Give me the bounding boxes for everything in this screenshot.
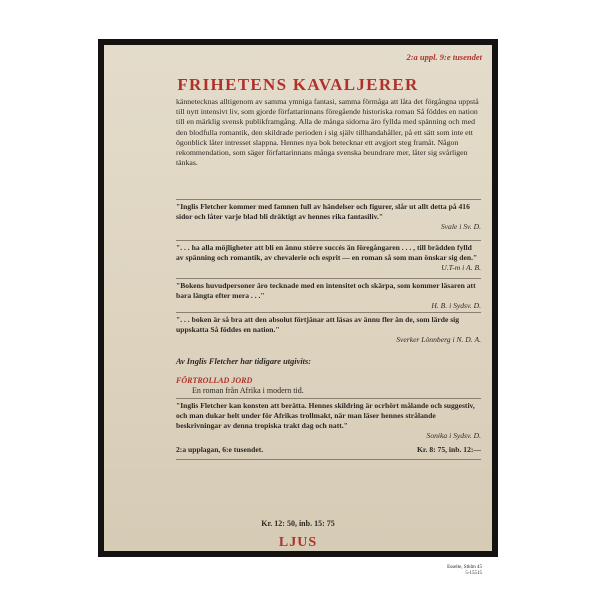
divider <box>176 199 481 200</box>
review-4 <box>176 315 481 345</box>
other-works-heading: Av Inglis Fletcher har tidigare utgivits: <box>176 357 312 366</box>
divider <box>176 278 481 279</box>
other-book-price: Kr. 8: 75, inb. 12:— <box>416 445 481 454</box>
other-book-edition: 2:a upplagan, 6:e tusendet. <box>176 445 264 454</box>
book-title: FRIHETENS KAVALJERER <box>177 75 419 94</box>
divider <box>176 240 481 241</box>
review-2 <box>176 243 481 273</box>
printer-line-1: Esselte, Sthlm 45 <box>447 565 482 570</box>
review-1-source: Svale i Sv. D. <box>440 222 481 231</box>
divider <box>176 459 481 460</box>
edition-note: 2:a uppl. 9:e tusendet <box>406 52 482 62</box>
book-price: Kr. 12: 50, inb. 15: 75 <box>261 519 335 528</box>
review-2-source: U.T-m i A. B. <box>441 263 481 272</box>
printer-imprint <box>447 565 482 577</box>
divider <box>176 398 481 399</box>
review-3 <box>176 281 481 311</box>
other-book-review <box>176 401 481 441</box>
other-book-review-source: Sonika i Sydsv. D. <box>426 431 481 440</box>
review-2-text: ". . . ha alla möjligheter att bli en ännu större succés än föregångaren . . . , till brädden fylld av spänning och romantik, av chevalerie och esprit — en roman så som man önskar sig den." <box>176 243 478 262</box>
other-book-subtitle: En roman från Afrika i modern tid. <box>192 386 304 395</box>
review-3-source: H. B. i Sydsv. D. <box>431 301 481 310</box>
review-1 <box>176 202 481 232</box>
other-book-review-text: "Inglis Fletcher kan konsten att berätta. Hennes skildring är ocrhört målande och suggestiv, och man dukar helt under för Afrikas trollmakt, när man läser hennes strålande beskrivningar av denna tropiska trakt dag och natt." <box>176 401 475 430</box>
book-back-cover <box>104 45 492 576</box>
review-4-text: ". . . boken är så bra att den absolut förtjänar att läsas av ännu fler än de, som lärde sig uppskatta Så föddes en nation." <box>176 315 460 334</box>
review-1-text: "Inglis Fletcher kommer med famnen full av händelser och figurer, slår ut allt detta på 416 sidor och låter varje blad bli dräktigt av hennes rika fantasiliv." <box>176 202 470 221</box>
divider <box>176 312 481 313</box>
review-4-source: Sverker Lönnberg i N. D. A. <box>396 335 481 344</box>
other-book-title: FÖRTROLLAD JORD <box>176 376 253 385</box>
intro-paragraph: kännetecknas alltigenom av samma ymniga fantasi, samma förmåga att låta det förgångna uppstå till nytt intensivt liv, som gjorde författarinnans föregående historiska roman Så föddes en nation till en märklig svensk publikframgång. Alla de många sidorna äro fyllda med spänning och med den blodfulla romantik, den skildrade perioden i sig själv tillhandahåller, på ett sätt som inte ett ögonblick låter intresset slappna. Hennes nya bok betecknar ett avgjort steg framåt. Någon rekommendation, som säger författarinnans många svenska beundrare mer, låter sig svårligen tänkas. <box>176 97 479 168</box>
publisher-logo: LJUS <box>278 535 318 550</box>
printer-line-2: 5-15515 <box>465 571 482 576</box>
review-3-text: "Bokens huvudpersoner äro tecknade med en intensitet och skärpa, som kommer läsaren att bara längta efter mera . . ." <box>176 281 476 300</box>
